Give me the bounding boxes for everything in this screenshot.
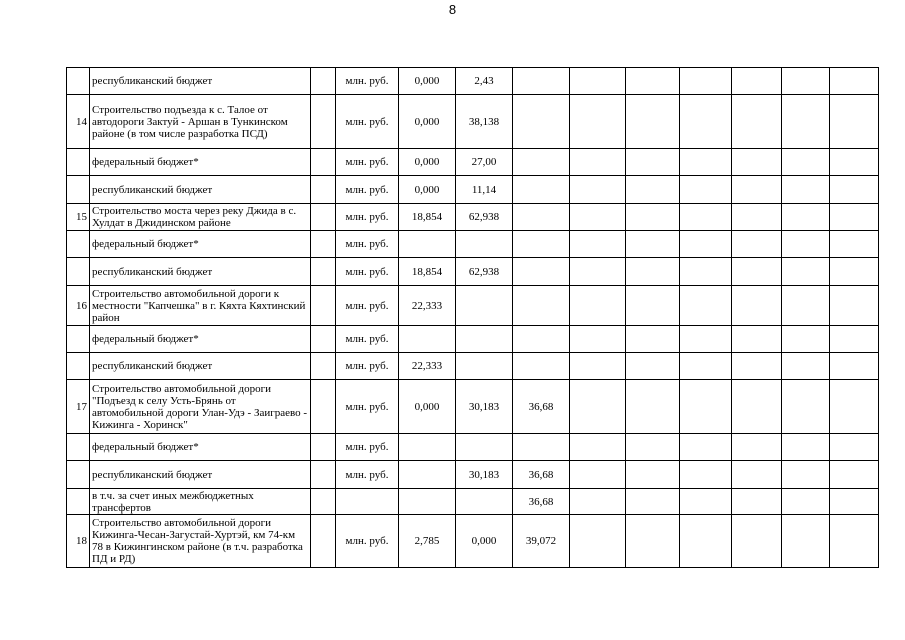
value-cell (513, 231, 570, 258)
value-cell: 18,854 (399, 204, 456, 231)
empty-cell (570, 95, 626, 149)
value-cell: 62,938 (456, 204, 513, 231)
empty-cell (311, 258, 336, 286)
empty-cell (680, 489, 732, 515)
value-cell (399, 231, 456, 258)
value-cell: 18,854 (399, 258, 456, 286)
empty-cell (830, 258, 879, 286)
empty-cell (830, 489, 879, 515)
value-cell (399, 489, 456, 515)
value-cell (513, 176, 570, 204)
empty-cell (570, 489, 626, 515)
empty-cell (680, 204, 732, 231)
row-number (67, 461, 90, 489)
empty-cell (570, 353, 626, 380)
empty-cell (626, 434, 680, 461)
unit-cell: млн. руб. (336, 434, 399, 461)
row-number (67, 231, 90, 258)
empty-cell (311, 461, 336, 489)
empty-cell (311, 326, 336, 353)
table-row (67, 231, 879, 258)
empty-cell (311, 95, 336, 149)
value-cell: 0,000 (456, 515, 513, 568)
empty-cell (830, 380, 879, 434)
empty-cell (626, 176, 680, 204)
empty-cell (782, 176, 830, 204)
value-cell: 27,00 (456, 149, 513, 176)
empty-cell (830, 353, 879, 380)
value-cell (513, 204, 570, 231)
unit-cell: млн. руб. (336, 68, 399, 95)
value-cell: 36,68 (513, 380, 570, 434)
unit-cell: млн. руб. (336, 286, 399, 326)
empty-cell (830, 231, 879, 258)
value-cell: 38,138 (456, 95, 513, 149)
empty-cell (732, 380, 782, 434)
value-cell (513, 286, 570, 326)
empty-cell (570, 176, 626, 204)
table-row (67, 95, 879, 149)
row-number (67, 68, 90, 95)
value-cell (456, 489, 513, 515)
table-row (67, 515, 879, 568)
unit-cell: млн. руб. (336, 95, 399, 149)
empty-cell (732, 95, 782, 149)
empty-cell (570, 149, 626, 176)
value-cell: 0,000 (399, 95, 456, 149)
table-row (67, 258, 879, 286)
empty-cell (830, 434, 879, 461)
row-number (67, 326, 90, 353)
table-row (67, 380, 879, 434)
empty-cell (311, 176, 336, 204)
empty-cell (782, 380, 830, 434)
empty-cell (732, 326, 782, 353)
value-cell: 2,43 (456, 68, 513, 95)
empty-cell (570, 68, 626, 95)
empty-cell (626, 231, 680, 258)
value-cell (456, 231, 513, 258)
row-number: 17 (67, 380, 90, 434)
empty-cell (782, 461, 830, 489)
value-cell (513, 353, 570, 380)
empty-cell (680, 231, 732, 258)
empty-cell (680, 380, 732, 434)
value-cell (399, 461, 456, 489)
row-number (67, 258, 90, 286)
value-cell (513, 95, 570, 149)
empty-cell (732, 258, 782, 286)
empty-cell (311, 489, 336, 515)
row-number: 16 (67, 286, 90, 326)
empty-cell (732, 515, 782, 568)
empty-cell (680, 326, 732, 353)
item-name: республиканский бюджет (90, 461, 311, 489)
empty-cell (311, 286, 336, 326)
value-cell (456, 434, 513, 461)
empty-cell (782, 258, 830, 286)
value-cell: 11,14 (456, 176, 513, 204)
empty-cell (830, 176, 879, 204)
value-cell (513, 149, 570, 176)
empty-cell (732, 434, 782, 461)
item-name: федеральный бюджет* (90, 434, 311, 461)
table-row (67, 68, 879, 95)
empty-cell (626, 286, 680, 326)
unit-cell: млн. руб. (336, 176, 399, 204)
item-name: федеральный бюджет* (90, 326, 311, 353)
empty-cell (732, 286, 782, 326)
value-cell (399, 326, 456, 353)
empty-cell (680, 286, 732, 326)
table-row (67, 353, 879, 380)
empty-cell (830, 149, 879, 176)
empty-cell (626, 380, 680, 434)
item-name: в т.ч. за счет иных межбюджетных трансфертов (90, 489, 311, 515)
empty-cell (626, 149, 680, 176)
empty-cell (732, 489, 782, 515)
empty-cell (680, 353, 732, 380)
empty-cell (626, 95, 680, 149)
table-row (67, 489, 879, 515)
empty-cell (311, 380, 336, 434)
empty-cell (782, 149, 830, 176)
empty-cell (570, 286, 626, 326)
item-name: Строительство моста через реку Джида в с. Хулдат в Джидинском районе (90, 204, 311, 231)
unit-cell: млн. руб. (336, 380, 399, 434)
empty-cell (782, 204, 830, 231)
empty-cell (782, 326, 830, 353)
empty-cell (680, 461, 732, 489)
empty-cell (782, 489, 830, 515)
row-number: 15 (67, 204, 90, 231)
empty-cell (626, 326, 680, 353)
table-row (67, 176, 879, 204)
item-name: федеральный бюджет* (90, 231, 311, 258)
empty-cell (732, 461, 782, 489)
empty-cell (680, 68, 732, 95)
empty-cell (311, 204, 336, 231)
value-cell: 0,000 (399, 176, 456, 204)
empty-cell (782, 353, 830, 380)
empty-cell (570, 434, 626, 461)
empty-cell (830, 326, 879, 353)
empty-cell (732, 353, 782, 380)
empty-cell (830, 95, 879, 149)
empty-cell (732, 68, 782, 95)
empty-cell (311, 149, 336, 176)
value-cell: 2,785 (399, 515, 456, 568)
value-cell: 30,183 (456, 380, 513, 434)
value-cell: 0,000 (399, 380, 456, 434)
row-number (67, 434, 90, 461)
value-cell: 36,68 (513, 461, 570, 489)
value-cell (513, 326, 570, 353)
value-cell (399, 434, 456, 461)
empty-cell (782, 231, 830, 258)
empty-cell (732, 204, 782, 231)
item-name: Строительство подъезда к с. Талое от автодороги Зактуй - Аршан в Тункинском районе (в том числе разработка ПСД) (90, 95, 311, 149)
item-name: республиканский бюджет (90, 258, 311, 286)
empty-cell (626, 68, 680, 95)
row-number: 18 (67, 515, 90, 568)
empty-cell (626, 489, 680, 515)
empty-cell (680, 515, 732, 568)
value-cell (513, 258, 570, 286)
empty-cell (782, 95, 830, 149)
empty-cell (680, 95, 732, 149)
item-name: Строительство автомобильной дороги к местности "Капчешка" в г. Кяхта Кяхтинский район (90, 286, 311, 326)
page-number: 8 (448, 2, 457, 17)
empty-cell (626, 353, 680, 380)
empty-cell (311, 434, 336, 461)
empty-cell (830, 461, 879, 489)
unit-cell: млн. руб. (336, 461, 399, 489)
empty-cell (570, 380, 626, 434)
empty-cell (311, 515, 336, 568)
table-row (67, 149, 879, 176)
value-cell: 22,333 (399, 286, 456, 326)
table-body (67, 68, 879, 568)
table-row (67, 434, 879, 461)
row-number (67, 489, 90, 515)
value-cell (456, 353, 513, 380)
value-cell: 0,000 (399, 68, 456, 95)
empty-cell (732, 231, 782, 258)
table-row (67, 461, 879, 489)
value-cell: 36,68 (513, 489, 570, 515)
empty-cell (626, 204, 680, 231)
unit-cell: млн. руб. (336, 353, 399, 380)
row-number (67, 353, 90, 380)
unit-cell: млн. руб. (336, 258, 399, 286)
value-cell: 0,000 (399, 149, 456, 176)
item-name: Строительство автомобильной дороги "Подъезд к селу Усть-Брянь от автомобильной дороги Улан-Удэ - Заиграево - Кижинга - Хоринск" (90, 380, 311, 434)
program-table (66, 67, 879, 568)
value-cell: 30,183 (456, 461, 513, 489)
value-cell: 22,333 (399, 353, 456, 380)
empty-cell (782, 68, 830, 95)
empty-cell (626, 461, 680, 489)
value-cell (456, 286, 513, 326)
empty-cell (680, 149, 732, 176)
unit-cell: млн. руб. (336, 515, 399, 568)
empty-cell (830, 204, 879, 231)
empty-cell (782, 515, 830, 568)
empty-cell (680, 434, 732, 461)
empty-cell (732, 149, 782, 176)
empty-cell (830, 286, 879, 326)
empty-cell (680, 176, 732, 204)
value-cell: 39,072 (513, 515, 570, 568)
value-cell: 62,938 (456, 258, 513, 286)
table-row (67, 204, 879, 231)
empty-cell (570, 231, 626, 258)
empty-cell (570, 326, 626, 353)
item-name: республиканский бюджет (90, 353, 311, 380)
unit-cell (336, 489, 399, 515)
empty-cell (782, 286, 830, 326)
empty-cell (311, 68, 336, 95)
empty-cell (311, 353, 336, 380)
item-name: федеральный бюджет* (90, 149, 311, 176)
row-number (67, 149, 90, 176)
empty-cell (830, 68, 879, 95)
item-name: Строительство автомобильной дороги Кижинга-Чесан-Загустай-Хуртэй, км 74-км 78 в Кижингинском районе (в т.ч. разработка ПД и РД) (90, 515, 311, 568)
unit-cell: млн. руб. (336, 149, 399, 176)
table-row (67, 326, 879, 353)
empty-cell (680, 258, 732, 286)
value-cell (513, 68, 570, 95)
empty-cell (311, 231, 336, 258)
empty-cell (626, 258, 680, 286)
item-name: республиканский бюджет (90, 176, 311, 204)
value-cell (513, 434, 570, 461)
empty-cell (570, 515, 626, 568)
unit-cell: млн. руб. (336, 231, 399, 258)
empty-cell (782, 434, 830, 461)
row-number: 14 (67, 95, 90, 149)
empty-cell (570, 461, 626, 489)
empty-cell (570, 258, 626, 286)
empty-cell (626, 515, 680, 568)
unit-cell: млн. руб. (336, 204, 399, 231)
item-name: республиканский бюджет (90, 68, 311, 95)
unit-cell: млн. руб. (336, 326, 399, 353)
empty-cell (830, 515, 879, 568)
table-row (67, 286, 879, 326)
row-number (67, 176, 90, 204)
empty-cell (732, 176, 782, 204)
empty-cell (570, 204, 626, 231)
value-cell (456, 326, 513, 353)
